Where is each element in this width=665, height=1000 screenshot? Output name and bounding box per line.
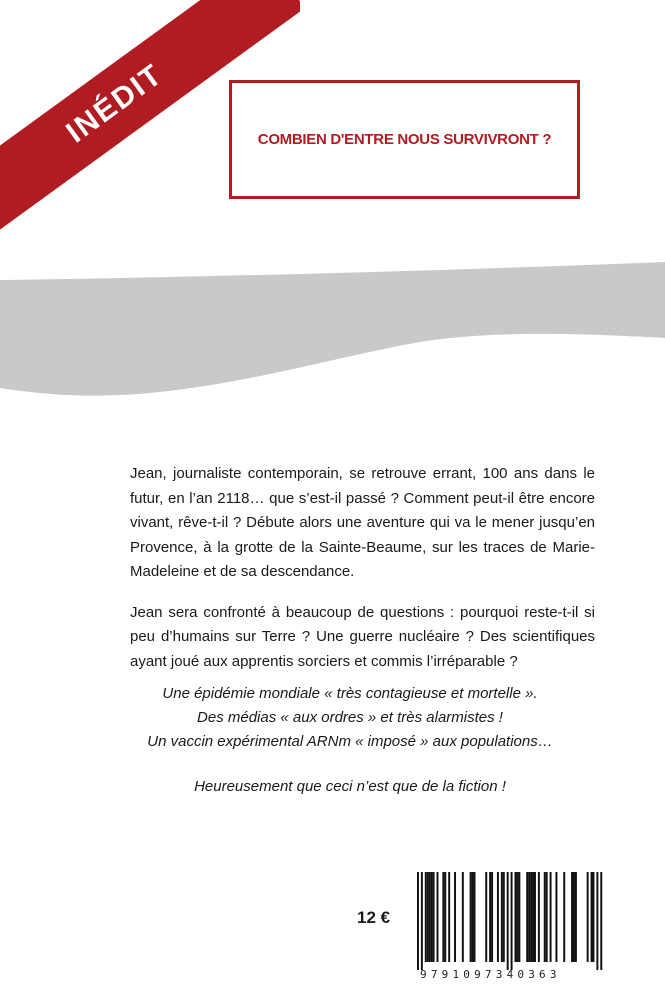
barcode-bar	[470, 872, 472, 962]
barcode-bar	[575, 872, 577, 962]
barcode-bar	[544, 872, 546, 962]
barcode-bar	[550, 872, 552, 962]
barcode-bar	[497, 872, 499, 962]
barcode-bar	[532, 872, 534, 962]
synopsis	[130, 462, 595, 690]
barcode-bar	[491, 872, 493, 962]
barcode-bar	[526, 872, 528, 962]
headline-box	[229, 80, 580, 199]
barcode-bar	[546, 872, 548, 962]
teaser-line-2: Des médias « aux ordres » et très alarmistes !	[197, 709, 503, 726]
barcode-bar	[421, 872, 423, 970]
barcode-bar	[591, 872, 593, 962]
barcode-bar	[571, 872, 573, 962]
teaser-line-1: Une épidémie mondiale « très contagieuse et mortelle ».	[162, 685, 538, 702]
barcode-bar	[444, 872, 446, 962]
barcode-bar	[427, 872, 429, 962]
synopsis-paragraph-1: Jean, journaliste contemporain, se retrouve errant, 100 ans dans le futur, en l’an 2118… que s’est-il passé ? Comment peut-il être encore vivant, rêve-t-il ? Débute alors une aventure qui va le mener jusqu’en Provence, à la grotte de la Sainte-Beaume, sur les traces de Marie-Madeleine et de sa descendance.	[130, 465, 595, 580]
barcode-bar	[600, 872, 602, 970]
teaser	[110, 682, 590, 799]
wave-shape	[0, 262, 665, 396]
barcode-bar	[593, 872, 595, 962]
barcode-bar	[538, 872, 540, 962]
barcode-bar	[528, 872, 530, 962]
ribbon-label: INÉDIT	[60, 57, 170, 150]
barcode-bar	[425, 872, 427, 962]
teaser-line-3: Un vaccin expérimental ARNm « imposé » aux populations…	[147, 733, 553, 750]
barcode-bar	[429, 872, 431, 962]
barcode-bar	[596, 872, 598, 970]
barcode-bar	[534, 872, 536, 962]
barcode-bar	[454, 872, 456, 962]
wave-band	[0, 262, 665, 402]
barcode-digits: 9791097340363	[420, 968, 561, 981]
teaser-spacer	[110, 754, 590, 775]
barcode-bar	[489, 872, 491, 962]
barcode-bar	[515, 872, 517, 962]
barcode-bar	[518, 872, 520, 962]
barcode-bar	[442, 872, 444, 962]
barcode-bar	[516, 872, 518, 962]
teaser-closing: Heureusement que ceci n’est que de la fiction !	[194, 778, 506, 795]
barcode-bar	[530, 872, 532, 962]
barcode-bar	[573, 872, 575, 962]
barcode-bar	[587, 872, 589, 962]
barcode-bar	[474, 872, 476, 962]
synopsis-paragraph-2: Jean sera confronté à beaucoup de questions : pourquoi reste-t-il si peu d’humains sur Terre ? Une guerre nucléaire ? Des scientifiques ayant joué aux apprentis sorciers et commis l’irréparable ?	[130, 603, 595, 670]
barcode-bar	[433, 872, 435, 962]
barcode-bar	[503, 872, 505, 962]
barcode-bar	[563, 872, 565, 962]
barcode-bar	[437, 872, 439, 962]
barcode-bar	[448, 872, 450, 962]
barcode-bar	[462, 872, 464, 962]
price-label: 12 €	[357, 908, 391, 927]
barcode-bar	[431, 872, 433, 962]
headline-text: COMBIEN D'ENTRE NOUS SURVIVRONT ?	[257, 131, 552, 148]
barcode-bar	[555, 872, 557, 962]
barcode-bar	[472, 872, 474, 962]
barcode-bar	[507, 872, 509, 970]
barcode-bar	[511, 872, 513, 970]
barcode-bar	[485, 872, 487, 962]
barcode-bar	[501, 872, 503, 962]
barcode-bar	[417, 872, 419, 970]
